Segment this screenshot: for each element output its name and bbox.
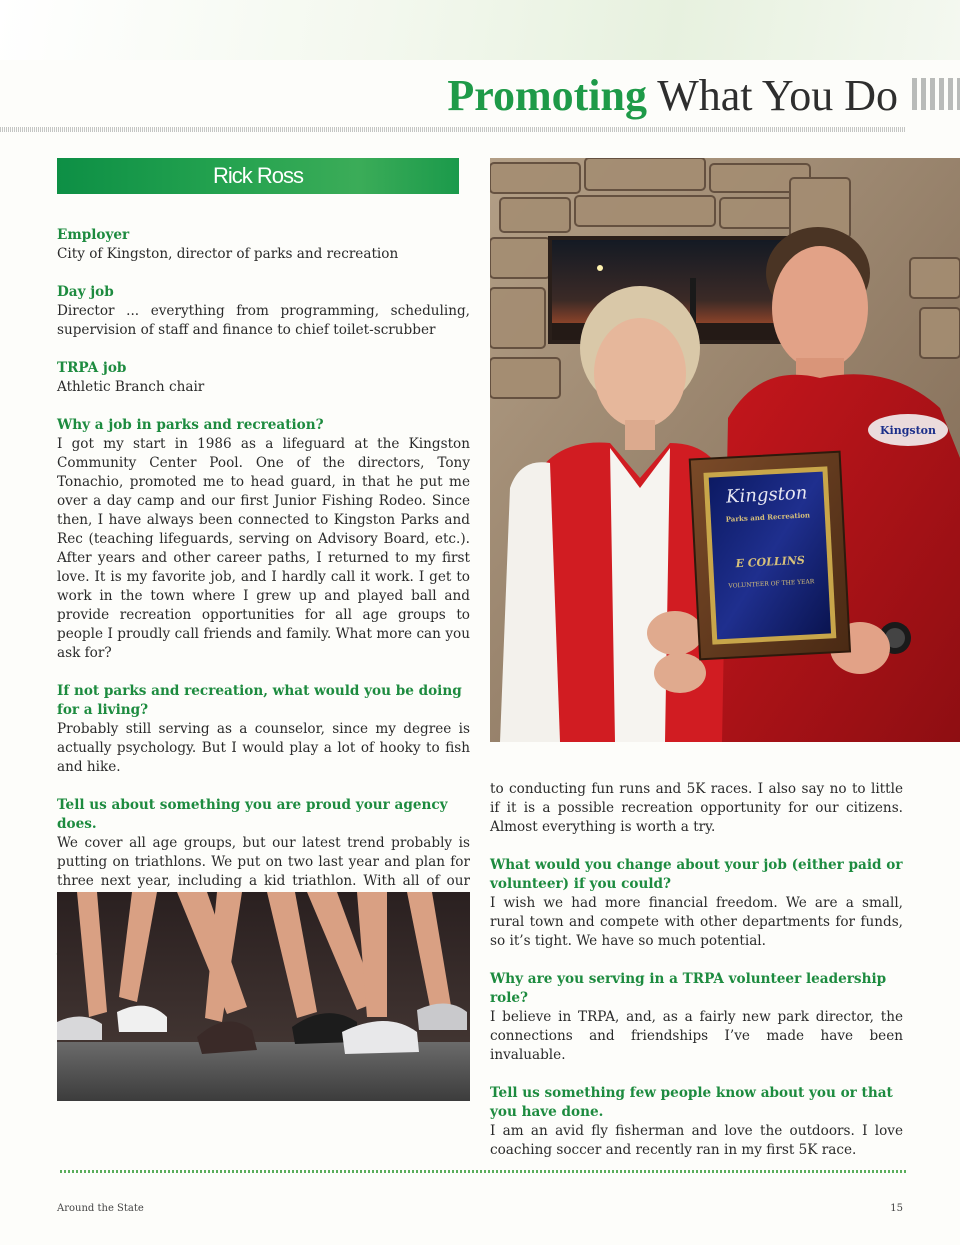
- plaque-subtitle-text: Parks and Recreation: [725, 510, 811, 524]
- top-divider: [0, 127, 905, 132]
- answer-employer: City of Kingston, director of parks and recreation: [57, 246, 399, 262]
- question-volunteer-role: Why are you serving in a TRPA volunteer leadership role?: [490, 971, 887, 1006]
- runners-photo: [57, 892, 470, 1101]
- right-column: [490, 780, 903, 1160]
- header-background: [0, 0, 960, 60]
- answer-trpa-job: Athletic Branch chair: [57, 379, 205, 395]
- question-why-parks: Why a job in parks and recreation?: [57, 417, 324, 433]
- question-employer: Employer: [57, 227, 130, 243]
- shirt-logo-text: Kingston: [879, 424, 937, 437]
- award-photo-illustration: [490, 158, 960, 742]
- footer-page-number: 15: [890, 1203, 903, 1214]
- answer-agency-pride: We cover all age groups, but our latest trend probably is putting on triathlons. We put on two last year and plan for three next year, including a kid triathlon. With all of our: [57, 835, 470, 889]
- question-change-job: What would you change about your job (either paid or volunteer) if you could?: [490, 857, 903, 892]
- question-day-job: Day job: [57, 284, 114, 300]
- plaque-name-text: E COLLINS: [735, 553, 806, 571]
- page-headline: [447, 70, 898, 122]
- plaque-brand-text: Kingston: [725, 482, 808, 508]
- plaque-award-text: VOLUNTEER OF THE YEAR: [728, 578, 815, 590]
- headline-bars-decoration: [912, 78, 960, 110]
- answer-job-pride-continued: to conducting fun runs and 5K races. I also say no to little if it is a possible recreation opportunity for our citizens. Almost everything is worth a try.: [490, 781, 903, 835]
- profile-name-banner: [57, 158, 459, 194]
- bottom-divider: [60, 1170, 906, 1173]
- left-column: [57, 226, 470, 1005]
- answer-if-not-parks: Probably still serving as a counselor, since my degree is actually psychology. But I would play a lot of hooky to fish and hike.: [57, 721, 470, 775]
- question-trpa-job: TRPA job: [57, 360, 127, 376]
- answer-volunteer-role: I believe in TRPA, and, as a fairly new park director, the connections and friendships I’ve made have been invaluable.: [490, 1009, 903, 1063]
- answer-few-know: I am an avid fly fisherman and love the outdoors. I love coaching soccer and recently ran in my first 5K race.: [490, 1123, 903, 1158]
- award-photo: [490, 158, 960, 742]
- headline-dark-words: What You Do: [657, 71, 898, 120]
- question-agency-pride: Tell us about something you are proud your agency does.: [57, 797, 448, 832]
- runners-photo-illustration: [57, 892, 470, 1101]
- answer-day-job: Director ... everything from programming, scheduling, supervision of staff and finance to chief toilet-scrubber: [57, 303, 470, 338]
- question-few-know: Tell us something few people know about you or that you have done.: [490, 1085, 893, 1120]
- answer-why-parks: I got my start in 1986 as a lifeguard at the Kingston Community Center Pool. One of the directors, Tony Tonachio, promoted me to head guard, in that he put me over a day camp and our first Junior Fishing Rodeo. Since then, I have always been connected to Kingston Parks and Rec (teaching lifeguards, serving on Advisory Board, etc.). After years and other career paths, I returned to my first love. It is my favorite job, and I hardly call it work. I get to work in the town where I grew up and played ball and provide recreation opportunities for all age groups to people I proudly call friends and family. What more can you ask for?: [57, 436, 470, 661]
- footer-publication: Around the State: [57, 1203, 144, 1214]
- question-if-not-parks: If not parks and recreation, what would you be doing for a living?: [57, 683, 462, 718]
- headline-green-word: Promoting: [447, 71, 647, 120]
- profile-name: Rick Ross: [212, 163, 303, 188]
- answer-change-job: I wish we had more financial freedom. We are a small, rural town and compete with other departments for funds, so it’s tight. We have so much potential.: [490, 895, 903, 949]
